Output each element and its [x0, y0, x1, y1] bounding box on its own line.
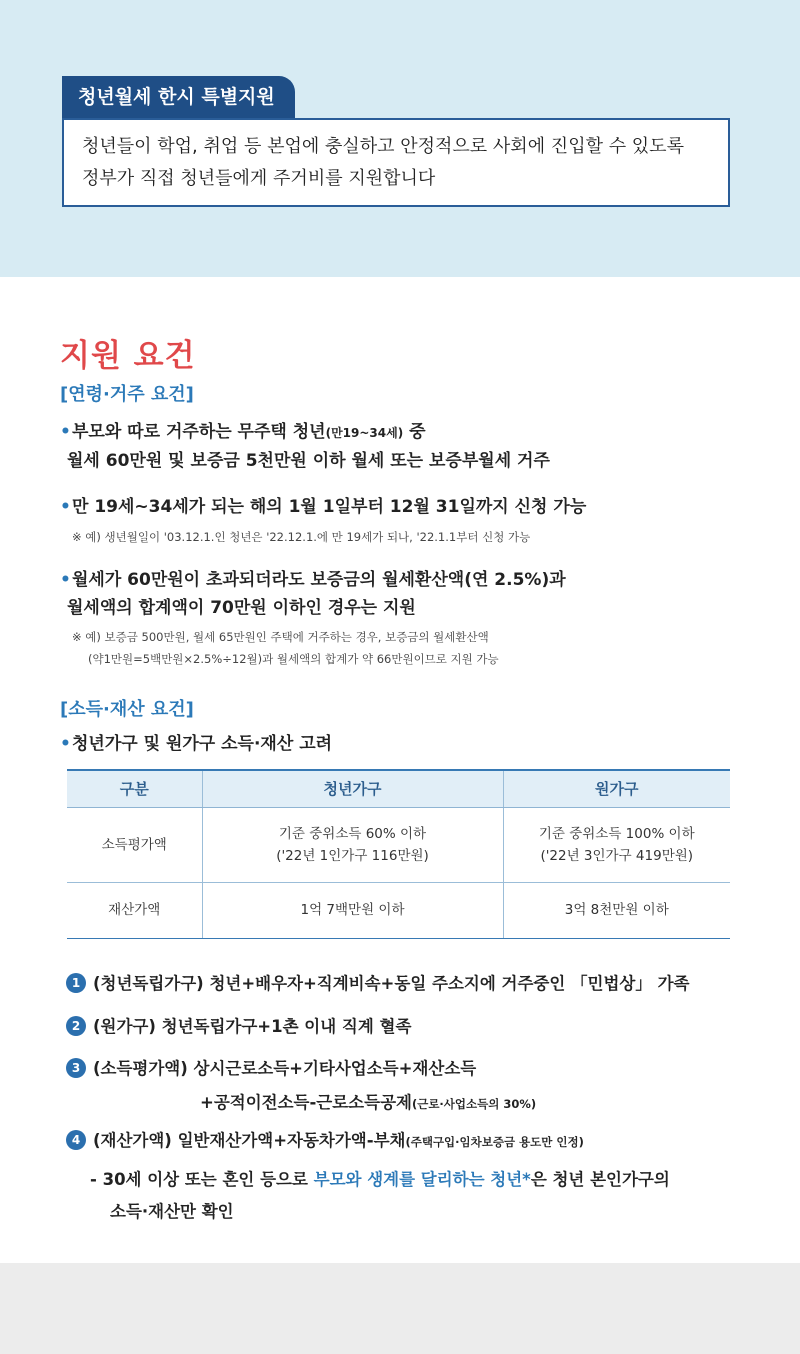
definition-item-3: 3 (소득평가액) 상시근로소득+기타사업소득+재산소득 +공적이전소득-근로소득공제(근로·사업소득의 30%) — [66, 1052, 476, 1086]
bullet-application-period: •만 19세~34세가 되는 해의 1월 1일부터 12월 31일까지 신청 가능 — [60, 493, 586, 521]
definition-item-2: 2 (원가구) 청년독립가구+1촌 이내 직계 혈족 — [66, 1010, 411, 1044]
age-residence-subhead: [연령·거주 요건] — [60, 384, 194, 405]
table-row — [67, 807, 730, 882]
intro-line-2: 정부가 직접 청년들에게 주거비를 지원합니다 — [82, 168, 436, 189]
definition-item-3-continuation: +공적이전소득-근로소득공제(근로·사업소득의 30%) — [200, 1093, 537, 1112]
notice-intro-box — [62, 118, 730, 207]
number-badge-icon: 2 — [66, 1016, 86, 1036]
section-title: 지원 요건 — [60, 338, 196, 374]
table-header-cell: 구분 — [67, 770, 202, 807]
table-cell: 기준 중위소득 100% 이하 ('22년 3인가구 419만원) — [503, 807, 730, 882]
table-cell: 소득평가액 — [67, 807, 202, 882]
requirements-table — [67, 769, 730, 939]
number-badge-icon: 1 — [66, 973, 86, 993]
bullet-dot-icon: • — [60, 497, 71, 517]
table-header-row — [67, 770, 730, 807]
intro-line-1: 청년들이 학업, 취업 등 본업에 충실하고 안정적으로 사회에 진입할 수 있도록 — [82, 136, 684, 157]
notice-tab-title: 청년월세 한시 특별지원 — [62, 76, 295, 118]
table-cell: 기준 중위소득 60% 이하 ('22년 1인가구 116만원) — [202, 807, 503, 882]
independent-youth-note: - 30세 이상 또는 혼인 등으로 부모와 생계를 달리하는 청년*은 청년 본인가구의 소득·재산만 확인 — [90, 1170, 670, 1221]
definition-item-1: 1 (청년독립가구) 청년+배우자+직계비속+동일 주소지에 거주중인 「민법상」 가족 — [66, 967, 689, 1001]
table-cell: 3억 8천만원 이하 — [503, 882, 730, 938]
note-rent-example: ※ 예) 보증금 500만원, 월세 65만원인 주택에 거주하는 경우, 보증금의 월세환산액 (약1만원=5백만원×2.5%÷12월)과 월세액의 합계가 약 66만원이므로 지원 가능 — [72, 630, 499, 666]
bullet-dot-icon: • — [60, 570, 71, 590]
bullet-income-asset: •청년가구 및 원가구 소득·재산 고려 — [60, 730, 332, 758]
number-badge-icon: 4 — [66, 1130, 86, 1150]
table-row — [67, 882, 730, 938]
number-badge-icon: 3 — [66, 1058, 86, 1078]
bullet-dot-icon: • — [60, 422, 71, 442]
table-header-cell: 원가구 — [503, 770, 730, 807]
bullet-residence: •부모와 따로 거주하는 무주택 청년(만19~34세) 중 월세 60만원 및 보증금 5천만원 이하 월세 또는 보증부월세 거주 — [60, 418, 550, 475]
bullet-dot-icon: • — [60, 734, 71, 754]
table-cell: 재산가액 — [67, 882, 202, 938]
highlight-text: 부모와 생계를 달리하는 청년* — [313, 1170, 531, 1189]
table-cell: 1억 7백만원 이하 — [202, 882, 503, 938]
definition-item-4: 4 (재산가액) 일반재산가액+자동차가액-부채(주택구입·임차보증금 용도만 인정) — [66, 1124, 584, 1159]
income-asset-subhead: [소득·재산 요건] — [60, 699, 194, 720]
bottom-band-background — [0, 1263, 800, 1354]
bullet-rent-conversion: •월세가 60만원이 초과되더라도 보증금의 월세환산액(연 2.5%)과 월세액의 합계액이 70만원 이하인 경우는 지원 — [60, 566, 566, 622]
note-application-example: ※ 예) 생년월일이 '03.12.1.인 청년은 '22.12.1.에 만 19세가 되나, '22.1.1부터 신청 가능 — [72, 530, 531, 544]
table-header-cell: 청년가구 — [202, 770, 503, 807]
